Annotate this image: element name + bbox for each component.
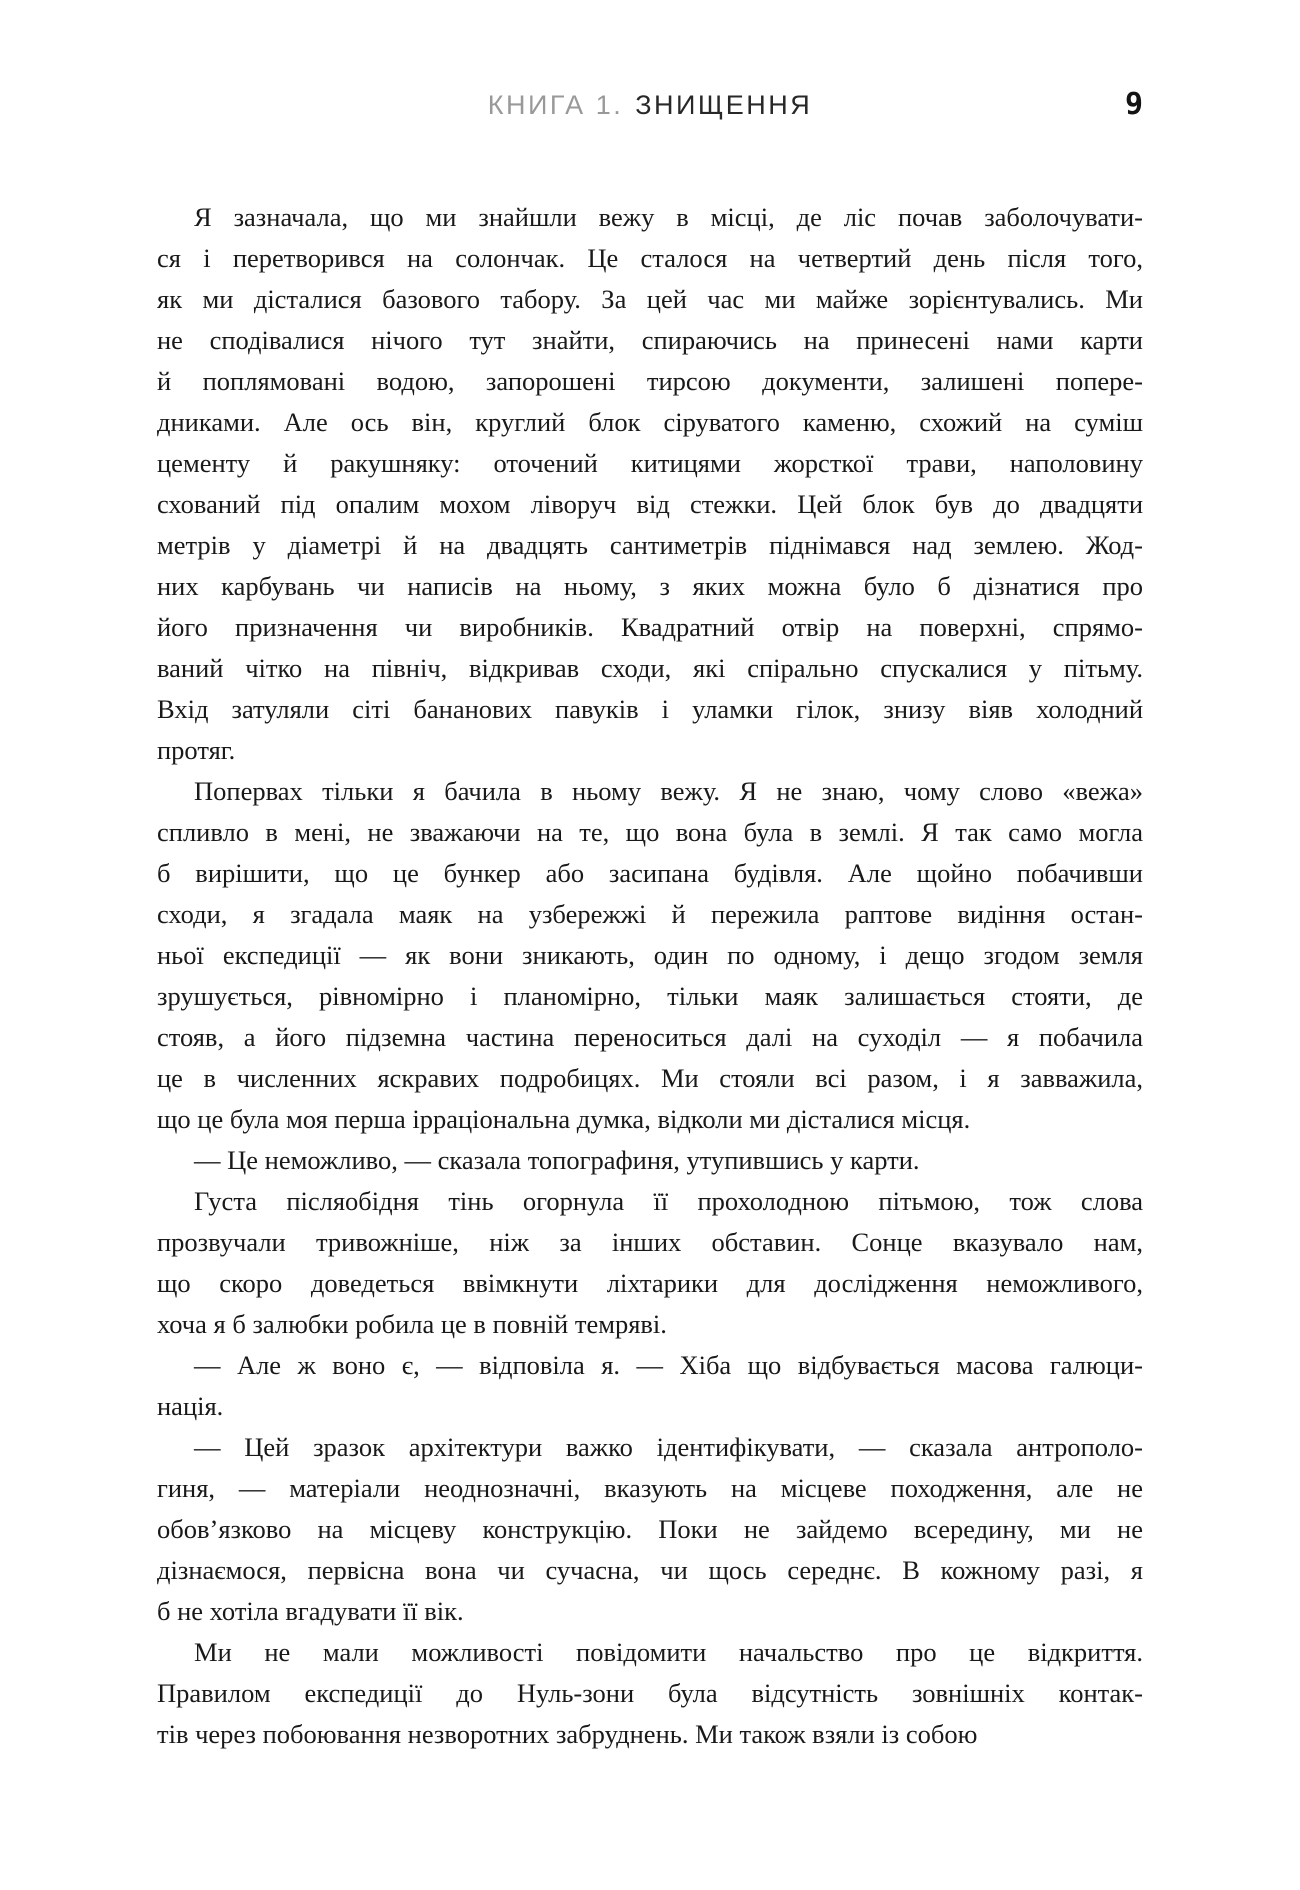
text-line: зрушується, рівномірно і планомірно, тільки маяк залишається стояти, де <box>157 981 1143 1011</box>
text-line: дізнаємося, первісна вона чи сучасна, чи щось середнє. В кожному разі, я <box>157 1555 1143 1585</box>
body-text <box>157 197 1143 1755</box>
running-header <box>157 87 1143 122</box>
text-line: це в численних яскравих подробицях. Ми стояли всі разом, і я завважила, <box>157 1063 1143 1093</box>
text-line: — Цей зразок архітектури важко ідентифікувати, — сказала антрополо- <box>194 1432 1143 1462</box>
text-line: Ми не мали можливості повідомити начальство про це відкриття. <box>194 1637 1143 1667</box>
paragraph <box>157 1181 1143 1345</box>
text-line: нація. <box>157 1391 224 1421</box>
paragraph <box>157 1345 1143 1427</box>
text-line: спливло в мені, не зважаючи на те, що вона була в землі. Я так само могла <box>157 817 1143 847</box>
paragraph <box>157 1632 1143 1755</box>
text-line: й поплямовані водою, запорошені тирсою документи, залишені попере- <box>157 366 1143 396</box>
text-line: стояв, а його підземна частина переноситься далі на суходіл — я побачила <box>157 1022 1143 1052</box>
text-line: б вирішити, що це бункер або засипана будівля. Але щойно побачивши <box>157 858 1143 888</box>
chapter-title: ЗНИЩЕННЯ <box>635 90 813 120</box>
text-line: б не хотіла вгадувати її вік. <box>157 1596 464 1626</box>
text-line: обов’язково на місцеву конструкцію. Поки не зайдемо всередину, ми не <box>157 1514 1143 1544</box>
text-line: що це була моя перша ірраціональна думка, відколи ми дісталися місця. <box>157 1104 971 1134</box>
text-line: що скоро доведеться ввімкнути ліхтарики для дослідження неможливого, <box>157 1268 1143 1298</box>
text-line: як ми дісталися базового табору. За цей час ми майже зорієнтувались. Ми <box>157 284 1143 314</box>
text-line: хоча я б залюбки робила це в повній темряві. <box>157 1309 667 1339</box>
paragraph <box>157 1140 1143 1181</box>
text-line: Я зазначала, що ми знайшли вежу в місці, де ліс почав заболочувати- <box>194 202 1143 232</box>
text-line: ньої експедиції — як вони зникають, один по одному, і дещо згодом земля <box>157 940 1143 970</box>
text-line: цементу й ракушняку: оточений китицями жорсткої трави, наполовину <box>157 448 1143 478</box>
text-line: Правилом експедиції до Нуль-зони була відсутність зовнішніх контак- <box>157 1678 1143 1708</box>
text-line: дниками. Але ось він, круглий блок сіруватого каменю, схожий на суміш <box>157 407 1143 437</box>
text-line: сходи, я згадала маяк на узбережжі й пережила раптове видіння остан- <box>157 899 1143 929</box>
text-line: ваний чітко на північ, відкривав сходи, які спірально спускалися у пітьму. <box>157 653 1143 683</box>
text-line: прозвучали тривожніше, ніж за інших обставин. Сонце вказувало нам, <box>157 1227 1143 1257</box>
text-line: його призначення чи виробників. Квадратний отвір на поверхні, спрямо- <box>157 612 1143 642</box>
paragraph <box>157 197 1143 771</box>
text-line: Густа післяобідня тінь огорнула її прохолодною пітьмою, тож слова <box>194 1186 1143 1216</box>
book-label: КНИГА 1. <box>487 90 624 120</box>
paragraph <box>157 771 1143 1140</box>
text-line: тів через побоювання незворотних забруднень. Ми також взяли із собою <box>157 1719 978 1749</box>
page-number: 9 <box>1124 87 1143 122</box>
text-line: ся і перетворився на солончак. Це сталося на четвертий день після того, <box>157 243 1143 273</box>
text-line: метрів у діаметрі й на двадцять сантиметрів піднімався над землею. Жод- <box>157 530 1143 560</box>
text-line: гиня, — матеріали неоднозначні, вказують на місцеве походження, але не <box>157 1473 1143 1503</box>
text-line: протяг. <box>157 735 236 765</box>
text-line: не сподівалися нічого тут знайти, спираючись на принесені нами карти <box>157 325 1143 355</box>
paragraph <box>157 1427 1143 1632</box>
text-line: них карбувань чи написів на ньому, з яких можна було б дізнатися про <box>157 571 1143 601</box>
text-line: Вхід затуляли сіті бананових павуків і уламки гілок, знизу віяв холодний <box>157 694 1143 724</box>
text-line: — Це неможливо, — сказала топографиня, утупившись у карти. <box>194 1145 920 1175</box>
text-line: — Але ж воно є, — відповіла я. — Хіба що відбувається масова галюци- <box>194 1350 1143 1380</box>
text-line: схований під опалим мохом ліворуч від стежки. Цей блок був до двадцяти <box>157 489 1143 519</box>
text-line: Попервах тільки я бачила в ньому вежу. Я не знаю, чому слово «вежа» <box>194 776 1143 806</box>
